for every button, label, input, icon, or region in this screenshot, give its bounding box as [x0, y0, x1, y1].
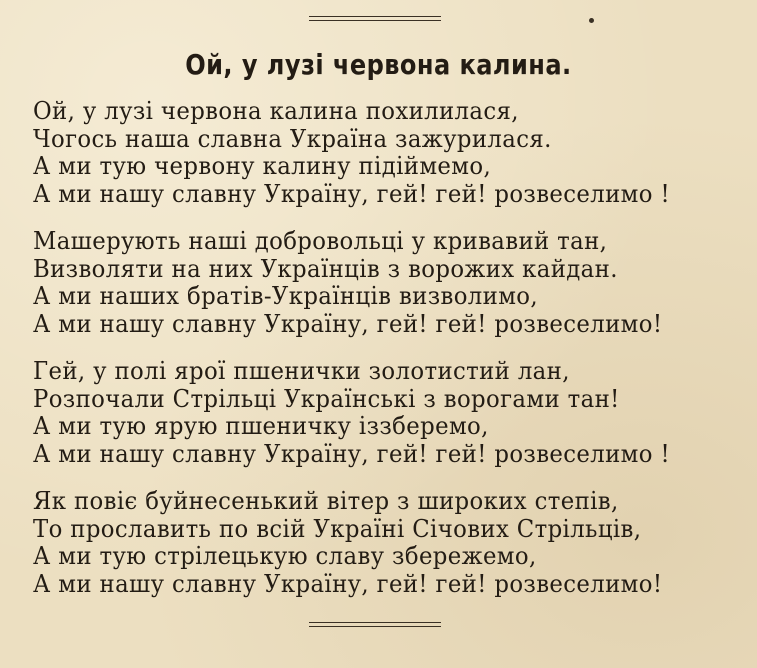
poem-line: Чогось наша славна Україна зажурилася.: [33, 123, 552, 153]
poem-line: А ми наших братів-Українців визволимо,: [33, 281, 539, 310]
stanza-1: [33, 97, 733, 207]
poem-line: А ми тую червону калину підіймемо,: [33, 151, 492, 180]
poem-line: Визволяти на них Українців з ворожих кайдан.: [33, 253, 618, 283]
poem-line: Як повіє буйнесенький вітер з широких степів,: [33, 486, 619, 515]
poem-line: А ми тую стрілецькую славу збережемо,: [33, 541, 537, 570]
poem-line: То прославить по всій Україні Січових Стрільців,: [33, 513, 642, 543]
bottom-double-rule: [309, 622, 441, 627]
poem-line: А ми тую ярую пшеничку іззберемо,: [33, 411, 489, 440]
poem-line: Гей, у полі ярої пшенички золотистий лан,: [33, 356, 570, 385]
poem-line: А ми нашу славну Україну, гей! гей! розвеселимо !: [33, 438, 671, 468]
top-double-rule: [309, 16, 441, 21]
poem-line: Розпочали Стрільці Українські з ворогами тан!: [33, 383, 620, 413]
poem-body: [33, 97, 733, 617]
stanza-2: [33, 227, 733, 337]
stanza-4: [33, 487, 733, 597]
poem-line: Ой, у лузі червона калина похилилася,: [33, 96, 519, 125]
stanza-3: [33, 357, 733, 467]
poem-line: Машерують наші добровольці у кривавий тан,: [33, 226, 608, 255]
poem-line: А ми нашу славну Україну, гей! гей! розвеселимо !: [33, 178, 671, 208]
ink-speck: [589, 18, 594, 23]
poem-line: А ми нашу славну Україну, гей! гей! розвеселимо!: [33, 568, 663, 598]
poem-title: Ой, у лузі червона калина.: [185, 48, 572, 81]
poem-line: А ми нашу славну Україну, гей! гей! розвеселимо!: [33, 308, 663, 338]
